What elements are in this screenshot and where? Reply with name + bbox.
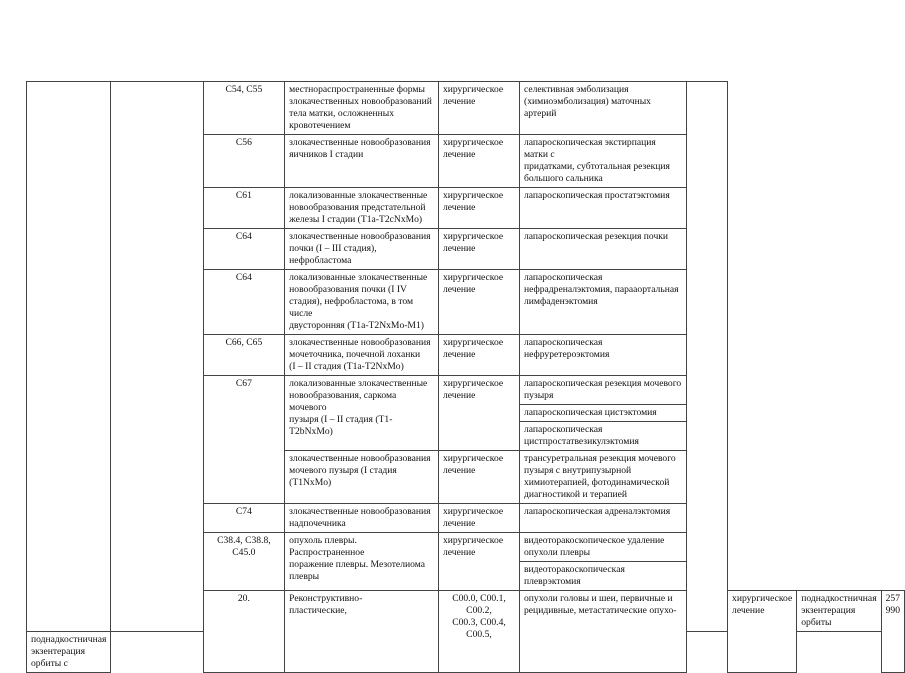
diagnosis: злокачественные новообразования яичников I стадии bbox=[285, 135, 439, 188]
treatment-method: лапароскопическая резекция почки bbox=[520, 229, 687, 270]
icd-code: C00.0, C00.1, C00.2, C00.3, C00.4, C00.5, bbox=[438, 591, 519, 673]
treatment-type: хирургическое лечение bbox=[438, 451, 519, 504]
treatment-type: хирургическое лечение bbox=[438, 229, 519, 270]
treatment-method: лапароскопическая адреналэктомия bbox=[520, 504, 687, 533]
price: 257 990 bbox=[881, 591, 904, 673]
diagnosis: злокачественные новообразования мочевого пузыря (I стадия (T1NxMo) bbox=[285, 451, 439, 504]
diagnosis: злокачественные новообразования мочеточника, почечной лоханки (I – II стадия (T1a-T2NxMo) bbox=[285, 335, 439, 376]
treatment-type: хирургическое лечение bbox=[438, 376, 519, 451]
treatment-method: селективная эмболизация (химиоэмболизация) маточных артерий bbox=[520, 82, 687, 135]
treatment-type: хирургическое лечение bbox=[438, 270, 519, 335]
diagnosis: злокачественные новообразования надпочечника bbox=[285, 504, 439, 533]
treatment-method: видеоторакоскопическая плеврэктомия bbox=[520, 562, 687, 591]
treatment-method: лапароскопическая экстирпация матки с придатками, субтотальная резекция большого сальника bbox=[520, 135, 687, 188]
treatment-type: хирургическое лечение bbox=[438, 335, 519, 376]
icd-code: C38.4, C38.8, C45.0 bbox=[203, 533, 285, 591]
diagnosis: злокачественные новообразования почки (I – III стадия), нефробластома bbox=[285, 229, 439, 270]
diagnosis: местнораспространенные формы злокачественных новообразований тела матки, осложненных кровотечением bbox=[285, 82, 439, 135]
treatment-type: хирургическое лечение bbox=[438, 135, 519, 188]
row-number-cell bbox=[27, 82, 111, 632]
diagnosis: опухоли головы и шеи, первичные и рецидивные, метастатические опухо- bbox=[520, 591, 687, 673]
row-number: 20. bbox=[203, 591, 285, 673]
icd-code: C56 bbox=[203, 135, 285, 188]
table-row bbox=[27, 82, 905, 135]
treatment-type: хирургическое лечение bbox=[438, 82, 519, 135]
treatment-type: хирургическое лечение bbox=[438, 504, 519, 533]
treatment-method: лапароскопическая простатэктомия bbox=[520, 188, 687, 229]
icd-code: C61 bbox=[203, 188, 285, 229]
treatment-method: поднадкостничная экзентерация орбиты bbox=[797, 591, 881, 632]
treatment-method: лапароскопическая цистпростатвезикулэктомия bbox=[520, 422, 687, 451]
treatment-method: трансуретральная резекция мочевого пузыря с внутрипузырной химиотерапией, фотодинамической диагностикой и терапией bbox=[520, 451, 687, 504]
treatment-method: лапароскопическая резекция мочевого пузыря bbox=[520, 376, 687, 405]
icd-code: C67 bbox=[203, 376, 285, 504]
diagnosis: локализованные злокачественные новообразования почки (I IV стадия), нефробластома, в том числе двусторонняя (T1a-T2NxMo-M1) bbox=[285, 270, 439, 335]
treatment-method: лапароскопическая нефруретероэктомия bbox=[520, 335, 687, 376]
icd-code: C64 bbox=[203, 270, 285, 335]
treatment-type: хирургическое лечение bbox=[728, 591, 797, 673]
treatment-method: лапароскопическая нефрадреналэктомия, парааортальная лимфаденэктомия bbox=[520, 270, 687, 335]
icd-code: C54, C55 bbox=[203, 82, 285, 135]
medical-care-table bbox=[26, 81, 905, 673]
diagnosis: локализованные злокачественные новообразования, саркома мочевого пузыря (I – II стадия (T1-T2bNxMo) bbox=[285, 376, 439, 451]
treatment-type: хирургическое лечение bbox=[438, 188, 519, 229]
price-cell bbox=[686, 82, 727, 632]
treatment-type: хирургическое лечение bbox=[438, 533, 519, 591]
diagnosis: локализованные злокачественные новообразования предстательной железы I стадии (T1a-T2cNxMo) bbox=[285, 188, 439, 229]
diagnosis: опухоль плевры. Распространенное поражение плевры. Мезотелиома плевры bbox=[285, 533, 439, 591]
treatment-method: поднадкостничная экзентерация орбиты с bbox=[27, 632, 111, 673]
icd-code: C66, C65 bbox=[203, 335, 285, 376]
treatment-method: видеоторакоскопическое удаление опухоли плевры bbox=[520, 533, 687, 562]
icd-code: C74 bbox=[203, 504, 285, 533]
care-type-name: Реконструктивно- пластические, bbox=[285, 591, 439, 673]
treatment-method: лапароскопическая цистэктомия bbox=[520, 405, 687, 422]
icd-code: C64 bbox=[203, 229, 285, 270]
care-type-cell bbox=[111, 82, 203, 632]
